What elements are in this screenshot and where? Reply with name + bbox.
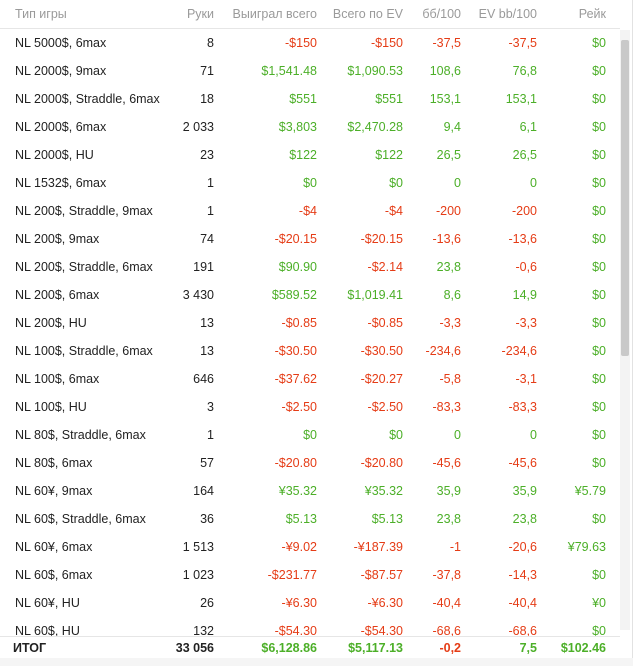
- row-game-type: NL 200$, Straddle, 6max: [15, 260, 153, 274]
- row-won: $551: [289, 92, 317, 106]
- row-ev-bb100: 0: [530, 176, 537, 190]
- row-won: $90.90: [278, 260, 317, 274]
- row-hands: 57: [200, 456, 214, 470]
- row-game-type: NL 60¥, 9max: [15, 484, 93, 498]
- table-row[interactable]: [0, 561, 620, 589]
- row-ev-bb100: 14,9: [512, 288, 537, 302]
- table-row[interactable]: [0, 253, 620, 281]
- row-ev: -¥6.30: [367, 596, 403, 610]
- row-rake: $0: [592, 456, 606, 470]
- row-hands: 1: [207, 176, 214, 190]
- row-won: ¥35.32: [278, 484, 317, 498]
- row-game-type: NL 5000$, 6max: [15, 36, 107, 50]
- row-game-type: NL 60$, Straddle, 6max: [15, 512, 146, 526]
- table-row[interactable]: [0, 617, 620, 636]
- col-header-won-total[interactable]: Выиграл всего: [232, 7, 317, 21]
- row-hands: 13: [200, 316, 214, 330]
- total-won: $6,128.86: [261, 641, 317, 655]
- row-game-type: NL 2000$, HU: [15, 148, 94, 162]
- total-label: ИТОГ: [13, 641, 47, 655]
- total-bb100: -0,2: [439, 641, 461, 655]
- row-rake: $0: [592, 372, 606, 386]
- row-game-type: NL 80$, 6max: [15, 456, 93, 470]
- table-row[interactable]: [0, 197, 620, 225]
- row-ev: -$30.50: [360, 344, 403, 358]
- table-row[interactable]: [0, 337, 620, 365]
- row-ev: -$20.80: [360, 456, 403, 470]
- table-row[interactable]: [0, 533, 620, 561]
- row-rake: $0: [592, 568, 606, 582]
- row-hands: 74: [200, 232, 214, 246]
- col-header-rake[interactable]: Рейк: [578, 7, 606, 21]
- row-rake: $0: [592, 624, 606, 636]
- row-hands: 71: [200, 64, 214, 78]
- row-ev-bb100: 35,9: [512, 484, 537, 498]
- row-hands: 18: [200, 92, 214, 106]
- row-ev-bb100: 153,1: [505, 92, 537, 106]
- row-game-type: NL 80$, Straddle, 6max: [15, 428, 146, 442]
- row-hands: 646: [193, 372, 214, 386]
- row-game-type: NL 60¥, 6max: [15, 540, 93, 554]
- row-won: $122: [289, 148, 317, 162]
- row-rake: $0: [592, 204, 606, 218]
- row-won: -¥6.30: [281, 596, 317, 610]
- row-bb100: 26,5: [436, 148, 461, 162]
- table-row[interactable]: [0, 141, 620, 169]
- row-won: -$20.15: [274, 232, 317, 246]
- row-ev-bb100: -20,6: [508, 540, 537, 554]
- row-bb100: -40,4: [432, 596, 461, 610]
- row-bb100: 8,6: [443, 288, 461, 302]
- row-ev: $1,019.41: [347, 288, 403, 302]
- row-won: -$37.62: [274, 372, 317, 386]
- scrollbar-thumb[interactable]: [621, 40, 629, 356]
- table-row[interactable]: [0, 421, 620, 449]
- row-rake: $0: [592, 260, 606, 274]
- row-bb100: 23,8: [436, 512, 461, 526]
- row-game-type: NL 100$, Straddle, 6max: [15, 344, 153, 358]
- table-header: [0, 0, 620, 29]
- row-bb100: -3,3: [439, 316, 461, 330]
- row-hands: 191: [193, 260, 214, 274]
- row-won: -$20.80: [274, 456, 317, 470]
- row-ev: $1,090.53: [347, 64, 403, 78]
- row-ev: -$54.30: [360, 624, 403, 636]
- table-row[interactable]: [0, 449, 620, 477]
- row-rake: $0: [592, 512, 606, 526]
- row-ev: -¥187.39: [353, 540, 403, 554]
- table-row[interactable]: [0, 309, 620, 337]
- row-bb100: 35,9: [436, 484, 461, 498]
- row-rake: $0: [592, 232, 606, 246]
- row-ev: -$20.15: [360, 232, 403, 246]
- row-bb100: 0: [454, 428, 461, 442]
- row-game-type: NL 200$, Straddle, 9max: [15, 204, 153, 218]
- row-hands: 3 430: [182, 288, 214, 302]
- row-won: -$0.85: [281, 316, 317, 330]
- table-total-row: [0, 636, 620, 659]
- table-row[interactable]: [0, 365, 620, 393]
- col-header-hands[interactable]: Руки: [186, 7, 214, 21]
- row-won: -$30.50: [274, 344, 317, 358]
- row-hands: 1: [207, 428, 214, 442]
- row-ev-bb100: 76,8: [512, 64, 537, 78]
- row-rake: $0: [592, 36, 606, 50]
- row-rake: $0: [592, 120, 606, 134]
- row-ev-bb100: 26,5: [512, 148, 537, 162]
- table-row[interactable]: [0, 505, 620, 533]
- row-ev-bb100: -3,3: [515, 316, 537, 330]
- row-ev: $0: [389, 176, 403, 190]
- row-ev-bb100: -37,5: [508, 36, 537, 50]
- row-bb100: -83,3: [432, 400, 461, 414]
- row-rake: $0: [592, 176, 606, 190]
- col-header-ev-total[interactable]: Всего по EV: [332, 7, 403, 21]
- row-ev-bb100: -14,3: [508, 568, 537, 582]
- row-won: -¥9.02: [281, 540, 317, 554]
- row-ev: $551: [375, 92, 403, 106]
- total-rake: $102.46: [560, 641, 606, 655]
- row-ev-bb100: -83,3: [508, 400, 537, 414]
- table-row[interactable]: [0, 169, 620, 197]
- row-ev: -$150: [371, 36, 403, 50]
- col-header-game-type[interactable]: Тип игры: [15, 7, 67, 21]
- row-game-type: NL 200$, HU: [15, 316, 87, 330]
- table-row[interactable]: [0, 589, 620, 617]
- row-hands: 36: [200, 512, 214, 526]
- row-bb100: -234,6: [425, 344, 461, 358]
- row-ev-bb100: 6,1: [519, 120, 537, 134]
- row-ev: ¥35.32: [364, 484, 403, 498]
- row-game-type: NL 100$, HU: [15, 400, 87, 414]
- row-ev: $2,470.28: [347, 120, 403, 134]
- row-rake: $0: [592, 148, 606, 162]
- row-hands: 132: [193, 624, 214, 636]
- row-ev-bb100: 0: [530, 428, 537, 442]
- table-row[interactable]: [0, 225, 620, 253]
- row-game-type: NL 2000$, 9max: [15, 64, 107, 78]
- row-ev: -$4: [384, 204, 403, 218]
- col-header-bb100[interactable]: бб/100: [422, 7, 461, 21]
- row-rake: ¥79.63: [567, 540, 606, 554]
- row-ev-bb100: -200: [511, 204, 537, 218]
- row-won: $0: [303, 176, 317, 190]
- row-won: -$4: [298, 204, 317, 218]
- row-ev-bb100: -3,1: [515, 372, 537, 386]
- row-game-type: NL 200$, 6max: [15, 288, 100, 302]
- row-rake: ¥5.79: [574, 484, 606, 498]
- col-header-ev-bb100[interactable]: EV bb/100: [478, 7, 537, 21]
- row-ev: $0: [389, 428, 403, 442]
- row-won: -$150: [285, 36, 317, 50]
- row-rake: $0: [592, 400, 606, 414]
- row-bb100: 23,8: [436, 260, 461, 274]
- table-row[interactable]: [0, 85, 620, 113]
- row-ev: -$2.14: [367, 260, 403, 274]
- row-hands: 2 033: [182, 120, 214, 134]
- row-ev: $5.13: [371, 512, 403, 526]
- row-game-type: NL 200$, 9max: [15, 232, 100, 246]
- row-ev-bb100: -234,6: [501, 344, 537, 358]
- row-won: $0: [303, 428, 317, 442]
- row-won: -$2.50: [281, 400, 317, 414]
- row-game-type: NL 1532$, 6max: [15, 176, 107, 190]
- row-game-type: NL 60¥, HU: [15, 596, 80, 610]
- row-bb100: -37,5: [432, 36, 461, 50]
- table-row[interactable]: [0, 477, 620, 505]
- row-rake: $0: [592, 288, 606, 302]
- row-won: $1,541.48: [261, 64, 317, 78]
- row-ev: $122: [375, 148, 403, 162]
- total-ev: $5,117.13: [348, 641, 403, 655]
- row-hands: 23: [200, 148, 214, 162]
- table-row[interactable]: [0, 113, 620, 141]
- row-bb100: -45,6: [432, 456, 461, 470]
- row-ev-bb100: -68,6: [508, 624, 537, 636]
- row-hands: 1 023: [182, 568, 214, 582]
- row-hands: 3: [207, 400, 214, 414]
- row-won: -$231.77: [267, 568, 317, 582]
- total-ev-bb100: 7,5: [519, 641, 537, 655]
- row-bb100: 9,4: [443, 120, 461, 134]
- table-row[interactable]: [0, 393, 620, 421]
- row-won: $3,803: [278, 120, 317, 134]
- row-rake: $0: [592, 92, 606, 106]
- table-row[interactable]: [0, 281, 620, 309]
- row-hands: 26: [200, 596, 214, 610]
- row-game-type: NL 60$, 6max: [15, 568, 93, 582]
- row-ev-bb100: 23,8: [512, 512, 537, 526]
- vertical-scrollbar[interactable]: [620, 30, 630, 630]
- row-bb100: -13,6: [432, 232, 461, 246]
- row-bb100: 108,6: [429, 64, 461, 78]
- row-bb100: -68,6: [432, 624, 461, 636]
- row-rake: $0: [592, 64, 606, 78]
- row-rake: $0: [592, 428, 606, 442]
- row-ev-bb100: -13,6: [508, 232, 537, 246]
- row-won: $589.52: [271, 288, 317, 302]
- row-ev-bb100: -40,4: [508, 596, 537, 610]
- row-rake: $0: [592, 344, 606, 358]
- table-row[interactable]: [0, 29, 620, 57]
- total-hands: 33 056: [175, 641, 214, 655]
- row-bb100: 0: [454, 176, 461, 190]
- row-ev-bb100: -45,6: [508, 456, 537, 470]
- row-won: $5.13: [285, 512, 317, 526]
- row-bb100: -5,8: [439, 372, 461, 386]
- row-hands: 13: [200, 344, 214, 358]
- row-hands: 164: [193, 484, 214, 498]
- row-game-type: NL 2000$, Straddle, 6max: [15, 92, 160, 106]
- row-hands: 8: [207, 36, 214, 50]
- row-ev: -$0.85: [367, 316, 403, 330]
- row-game-type: NL 2000$, 6max: [15, 120, 107, 134]
- row-bb100: 153,1: [429, 92, 461, 106]
- row-ev: -$2.50: [367, 400, 403, 414]
- row-game-type: NL 100$, 6max: [15, 372, 100, 386]
- table-row[interactable]: [0, 57, 620, 85]
- row-ev: -$87.57: [360, 568, 403, 582]
- row-rake: ¥0: [592, 596, 606, 610]
- row-hands: 1: [207, 204, 214, 218]
- bottom-border: [0, 658, 633, 666]
- row-bb100: -1: [449, 540, 461, 554]
- table-body: [0, 29, 620, 636]
- row-won: -$54.30: [274, 624, 317, 636]
- row-game-type: NL 60$, HU: [15, 624, 80, 636]
- row-hands: 1 513: [182, 540, 214, 554]
- row-bb100: -37,8: [432, 568, 461, 582]
- row-ev-bb100: -0,6: [515, 260, 537, 274]
- row-bb100: -200: [435, 204, 461, 218]
- row-ev: -$20.27: [360, 372, 403, 386]
- row-rake: $0: [592, 316, 606, 330]
